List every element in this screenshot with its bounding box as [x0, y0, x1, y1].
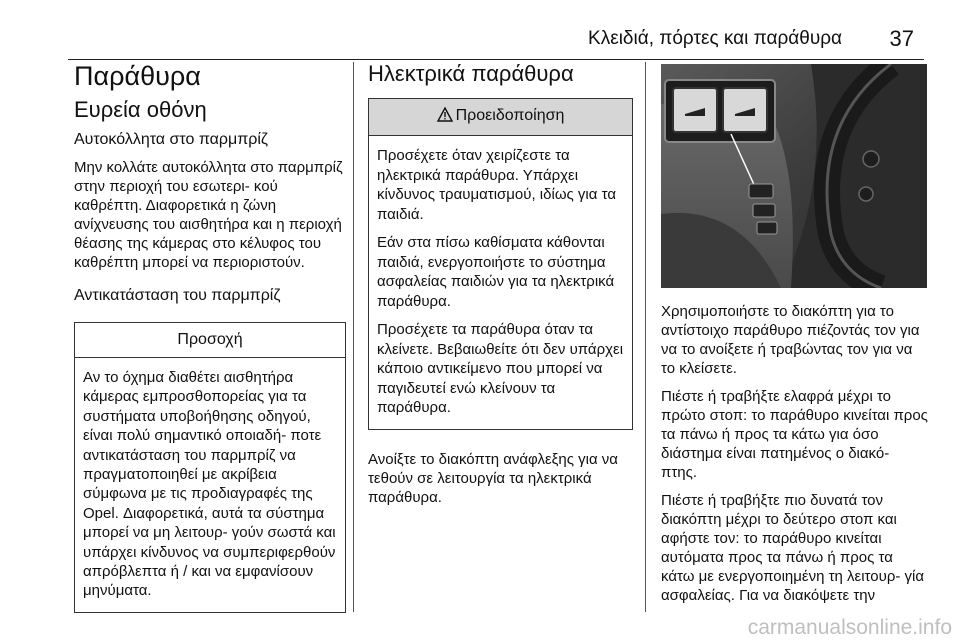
watermark-text: carmanualsonline.info	[747, 616, 952, 639]
paragraph: Χρησιμοποιήστε το διακόπτη για το αντίστοιχο παράθυρο πιέζοντάς τον για να το ανοίξετε ή τραβώντας τον για να το κλείσετε.	[661, 303, 920, 377]
column-1	[74, 60, 346, 613]
warning-title: Προειδοποίηση	[455, 107, 565, 124]
caution-text: Αν το όχημα διαθέτει αισθητήρα κάμερας εμπροσθοπορείας για τα συστήματα υποβοήθησης οδηγού, είναι πολύ σημαντικό οποιαδή- ποτε αντικατάσταση του παρμπρίζ να πραγματοποιηθεί με ακρίβεια σύμφωνα με τις προδιαγραφές της Opel. Διαφορετικά, αυτά τα σύστημα μπορεί να μη λειτουρ- γούν σωστά και υπάρχει κίνδυνος να συμπεριφερθούν απρόβλεπτα ή / και να εμφανίσουν μηνύματα.	[83, 369, 336, 600]
section-heading: Παράθυρα	[74, 61, 201, 91]
warning-paragraph: Εάν στα πίσω καθίσματα κάθονται παιδιά, ενεργοποιήστε το σύστημα ασφαλείας παιδιών για τα ηλεκτρικά παράθυρα.	[377, 234, 615, 310]
warning-paragraph: Προσέχετε όταν χειρίζεστε τα ηλεκτρικά παράθυρα. Υπάρχει κίνδυνος τραυματισμού, ιδίως για τα παιδιά.	[377, 147, 616, 223]
warning-header	[369, 99, 632, 136]
paragraph: Πιέστε ή τραβήξτε ελαφρά μέχρι το πρώτο στοπ: το παράθυρο κινείται προς τα πάνω ή προς τα κάτω για όσο διάστημα είναι πατημένος ο διακό- πτης.	[661, 388, 928, 481]
paragraph: Ανοίξτε το διακόπτη ανάφλεξης για να τεθούν σε λειτουργία τα ηλεκτρικά παράθυρα.	[368, 450, 618, 506]
column-divider	[353, 62, 354, 612]
topic-heading: Αυτοκόλλητα στο παρμπρίζ	[74, 131, 268, 148]
chapter-title: Κλειδιά, πόρτες και παράθυρα	[588, 28, 842, 49]
caution-title: Προσοχή	[75, 323, 345, 358]
caution-body	[75, 358, 345, 612]
window-switch-photo	[661, 64, 927, 288]
warning-icon	[437, 107, 453, 127]
caution-box	[74, 322, 346, 613]
column-2	[368, 60, 633, 516]
paragraph: Πιέστε ή τραβήξτε πιο δυνατά τον διακόπτη μέχρι το δεύτερο στοπ και αφήστε τον: το παράθυρο κινείται αυτόματα προς τα πάνω ή προς τα κάτω με ενεργοποιημένη τη λειτουρ- γία ασφαλείας. Για να διακόψετε την	[661, 492, 925, 604]
column-divider	[645, 62, 646, 612]
column-3	[661, 60, 929, 614]
section-heading: Ηλεκτρικά παράθυρα	[368, 61, 574, 86]
warning-body	[369, 136, 632, 429]
warning-box	[368, 98, 633, 430]
topic-heading: Αντικατάσταση του παρμπρίζ	[74, 287, 281, 304]
page-header	[68, 26, 924, 56]
paragraph: Μην κολλάτε αυτοκόλλητα στο παρμπρίζ στην περιοχή του εσωτερι- κού καθρέπτη. Διαφορετικά η ζώνη ανίχνευσης του αισθητήρα και η περιοχή θέασης της κάμερας στο κέλυφος του καθρέπτη μπορεί να περιοριστούν.	[74, 159, 343, 271]
warning-paragraph: Προσέχετε τα παράθυρα όταν τα κλείνετε. Βεβαιωθείτε ότι δεν υπάρχει κάποιο αντικείμενο που μπορεί να παγιδευτεί ενώ κλείνουν τα παράθυρα.	[377, 321, 624, 416]
page-number: 37	[889, 26, 914, 51]
subsection-heading: Ευρεία οθόνη	[74, 97, 207, 122]
